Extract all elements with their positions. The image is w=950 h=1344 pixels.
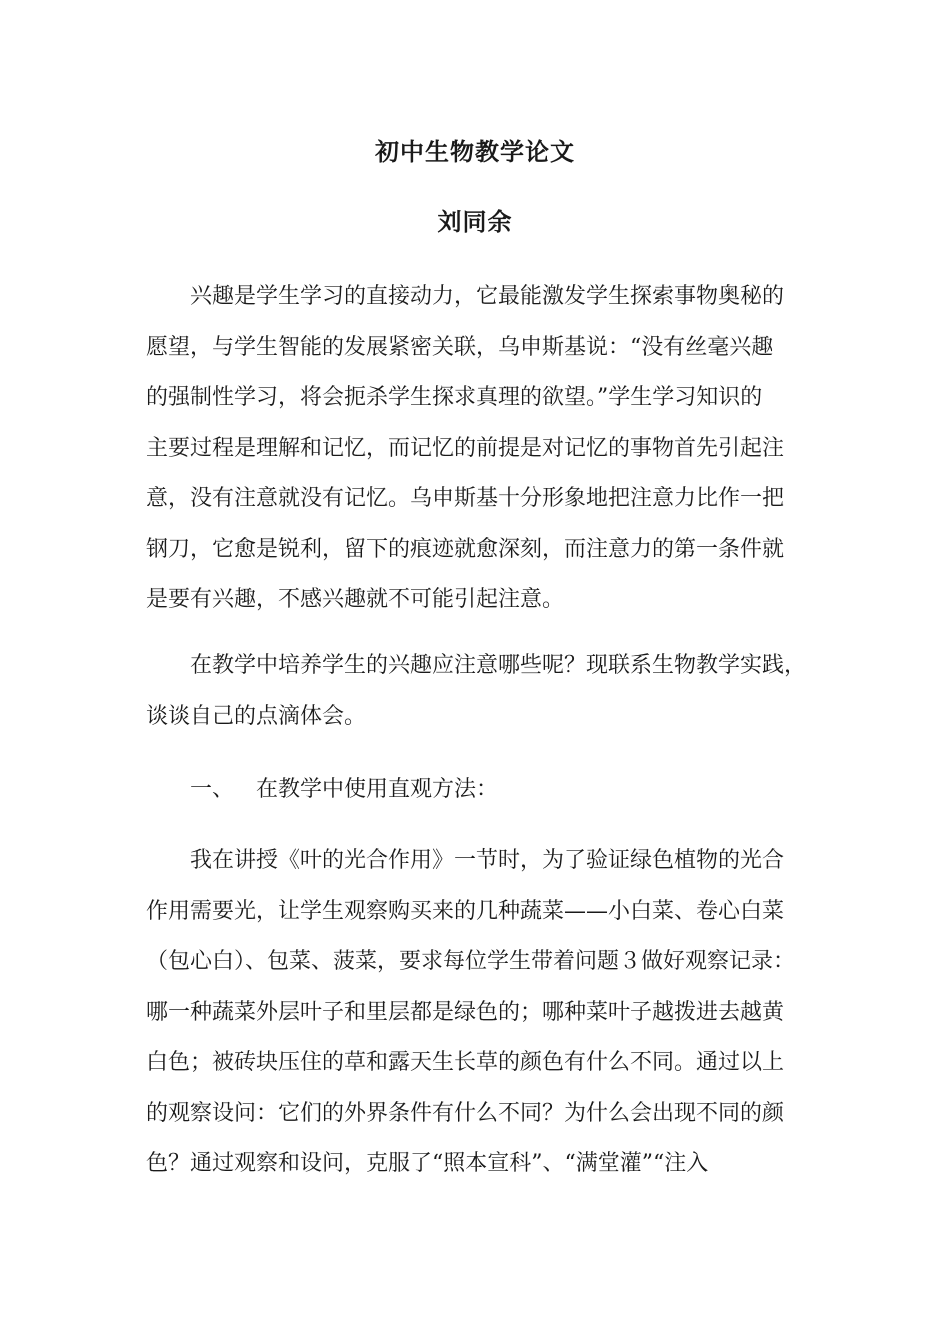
paragraph-line: 愿望，与学生智能的发展紧密关联，乌申斯基说：“没有丝毫兴趣 [146,334,774,360]
paragraph-line: 的观察设问：它们的外界条件有什么不同？为什么会出现不同的颜 [146,1100,785,1126]
section-heading [146,765,806,816]
paragraph-line: 我在讲授《叶的光合作用》一节时，为了验证绿色植物的光合 [190,848,785,873]
paragraph-line: 哪一种蔬菜外层叶子和里层都是绿色的；哪种菜叶子越拨进去越黄 [146,999,785,1025]
paragraph-line: 谈谈自己的点滴体会。 [146,703,367,729]
paragraph-line: 主要过程是理解和记忆，而记忆的前提是对记忆的事物首先引起注 [146,435,785,461]
paragraph-line: 意，没有注意就没有记忆。乌申斯基十分形象地把注意力比作一把 [146,486,785,511]
paragraph-3 [146,836,806,1190]
paragraph-line: 白色；被砖块压住的草和露天生长草的颜色有什么不同。通过以上 [146,1050,785,1075]
paragraph-line: 色？通过观察和设问，克服了“照本宣科”、“满堂灌”“注入 [146,1151,709,1176]
paragraph-1 [146,272,806,626]
document-title: 初中生物教学论文 [375,138,575,166]
section-number: 一、 [190,777,235,802]
paragraph-line: 作用需要光，让学生观察购买来的几种蔬菜——小白菜、卷心白菜 [146,898,785,924]
section-heading-text: 在教学中使用直观方法： [256,777,499,802]
paragraph-line: 的强制性学习，将会扼杀学生探求真理的欲望。”学生学习知识的 [146,385,763,410]
paragraph-line: 兴趣是学生学习的直接动力，它最能激发学生探索事物奥秘的 [190,284,785,309]
paragraph-line: 是要有兴趣，不感兴趣就不可能引起注意。 [146,587,565,612]
paragraph-line: 钢刀，它愈是锐利，留下的痕迹就愈深刻，而注意力的第一条件就 [146,536,785,562]
document-author: 刘同余 [437,208,513,236]
paragraph-line: （包心白）、包菜、菠菜，要求每位学生带着问题３做好观察记录： [146,949,796,974]
paragraph-2 [146,641,806,742]
paragraph-line: 在教学中培养学生的兴趣应注意哪些呢？现联系生物教学实践， [190,653,807,678]
